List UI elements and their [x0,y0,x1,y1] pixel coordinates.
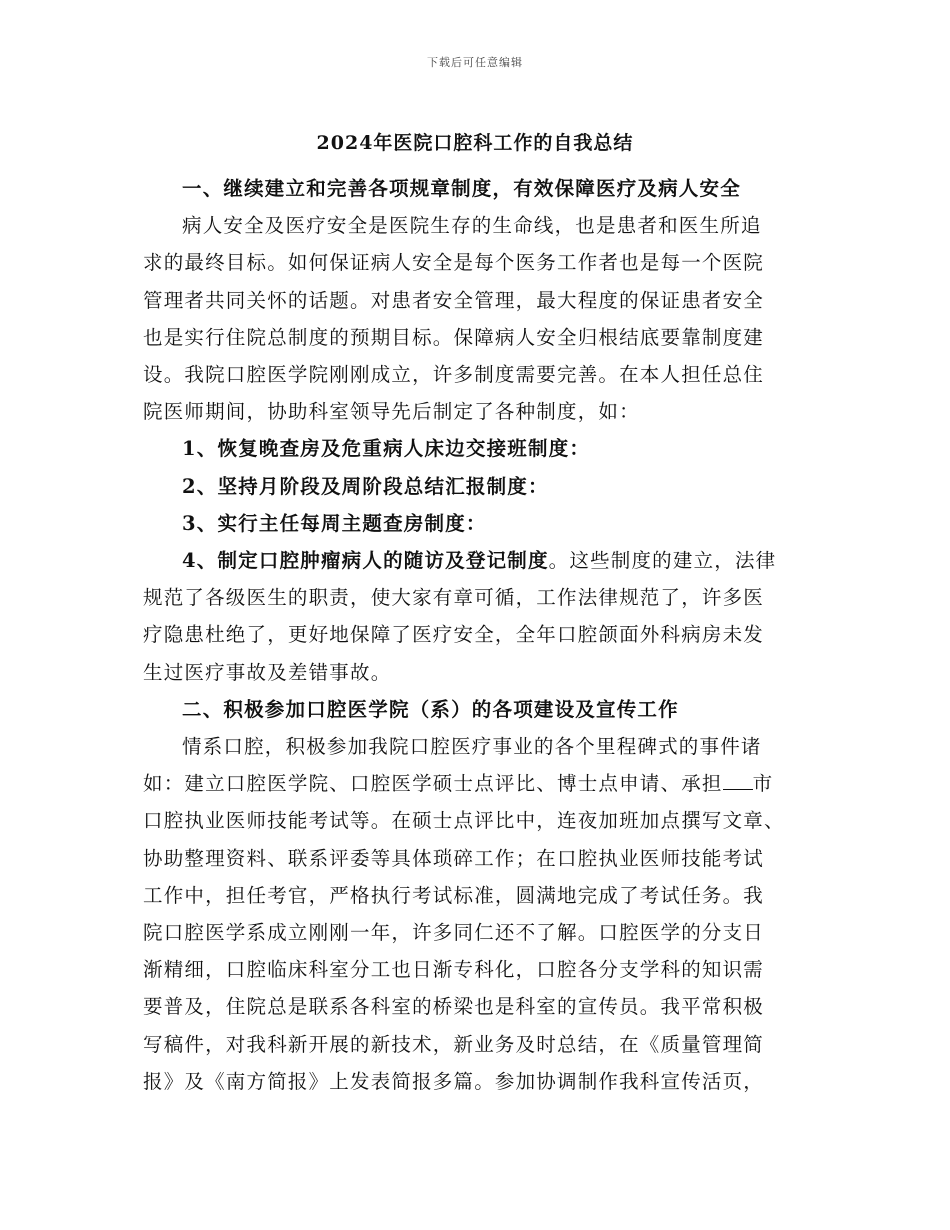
header-note: 下载后可任意编辑 [427,56,523,69]
document-body [143,170,823,1100]
page-title: 2024年医院口腔科工作的自我总结 [316,132,634,154]
text-line: 要普及，住院总是联系各科室的桥梁也是科室的宣传员。我平常积极 [143,995,765,1019]
list-item-3: 3、实行主任每周主题查房制度： [182,511,487,535]
list-item-4-text: 。这些制度的建立，法律 [548,549,777,573]
list-item-2: 2、坚持月阶段及周阶段总结汇报制度： [182,474,549,498]
list-item-1: 1、恢复晚查房及危重病人床边交接班制度： [182,437,591,461]
text-line: 报》及《南方简报》上发表简报多篇。参加协调制作我科宣传活页， [143,1069,765,1093]
fill-blank [723,771,753,790]
text-line: 规范了各级医生的职责，使大家有章可循，工作法律规范了，许多医 [143,586,765,610]
text-line: 院口腔医学系成立刚刚一年，许多同仁还不了解。口腔医学的分支日 [143,921,765,945]
section1-paragraph [143,207,823,430]
text-line: 也是实行住院总制度的预期目标。保障病人安全归根结底要靠制度建 [143,325,765,349]
text-line: 院医师期间，协助科室领导先后制定了各种制度，如： [143,400,640,424]
text-line: 渐精细，口腔临床科室分工也日渐专科化，口腔各分支学科的知识需 [143,958,765,982]
section-heading-2: 二、积极参加口腔医学院（系）的各项建设及宣传工作 [182,697,679,721]
list-item-4 [143,542,823,691]
text-line: 口腔执业医师技能考试等。在硕士点评比中，连夜加班加点撰写文章、 [143,809,785,833]
text-line: 协助整理资料、联系评委等具体琐碎工作；在口腔执业医师技能考试 [143,846,765,870]
text-line: 疗隐患杜绝了，更好地保障了医疗安全，全年口腔颌面外科病房未发 [143,623,765,647]
text-line: 工作中，担任考官，严格执行考试标准，圆满地完成了考试任务。我 [143,883,765,907]
text-line: 病人安全及医疗安全是医院生存的生命线，也是患者和医生所追 [182,214,762,238]
text-line: 求的最终目标。如何保证病人安全是每个医务工作者也是每一个医院 [143,251,765,275]
text-line: 生过医疗事故及差错事故。 [143,660,392,684]
text-line: 如：建立口腔医学院、口腔医学硕士点评比、博士点申请、承担 市 [143,772,774,796]
text-line: 情系口腔，积极参加我院口腔医疗事业的各个里程碑式的事件诸 [182,735,762,759]
section-heading-1: 一、继续建立和完善各项规章制度，有效保障医疗及病人安全 [182,177,741,200]
text-line: 管理者共同关怀的话题。对患者安全管理，最大程度的保证患者安全 [143,288,765,312]
section2-paragraph [143,728,823,1100]
list-item-4-title: 4、制定口腔肿瘤病人的随访及登记制度 [182,549,549,573]
text-line: 写稿件，对我科新开展的新技术，新业务及时总结，在《质量管理简 [143,1032,765,1056]
text-line: 设。我院口腔医学院刚刚成立，许多制度需要完善。在本人担任总住 [143,363,765,387]
